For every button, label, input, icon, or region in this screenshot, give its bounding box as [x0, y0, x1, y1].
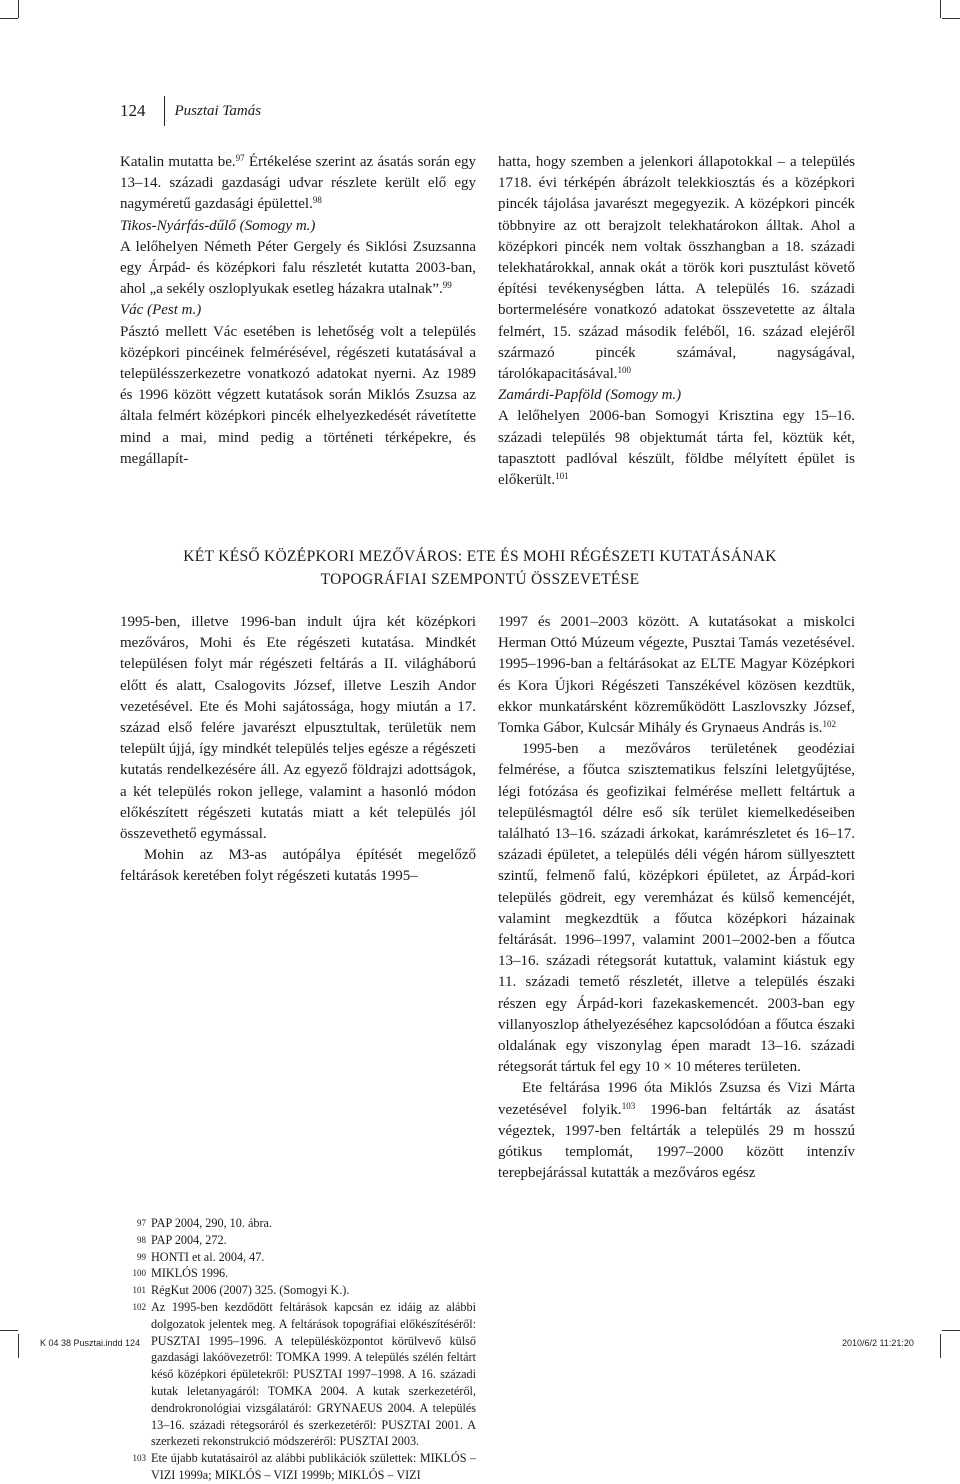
- left-column-top: [120, 152, 476, 470]
- footnote: [120, 1450, 476, 1484]
- crop-mark-bottom-right-h: [942, 1330, 960, 1331]
- paragraph: Mohin az M3-as autópálya építését megelőző feltárások keretében folyt régészeti kutatás 1995–: [120, 847, 476, 885]
- paragraph: [498, 612, 855, 739]
- footnote-number: 103: [132, 1453, 146, 1464]
- footnote-number: 100: [132, 1268, 146, 1279]
- print-footer-timestamp: 2010/6/2 11:21:20: [842, 1338, 914, 1348]
- crop-mark-bottom-left: [18, 1334, 19, 1358]
- crop-mark-top-right: [940, 0, 941, 18]
- paragraph: Pásztó mellett Vác esetében is lehetőség volt a település középkori pincéinek felmérésével, régészeti kutatásával a településszerkezetre vonatkozó adatokat nyerni. Az 1989 és 1996 között végzett kutatások során Miklós Zsuzsa az általa felmért középkori pincék elhelyezkedését rávetítette mind a mai, mind pedig a történeti térképekre, és megállapít-: [120, 323, 476, 467]
- crop-mark-top-left-h: [0, 18, 18, 19]
- right-column-bottom: [498, 612, 855, 1184]
- footnote-ref: 101: [555, 471, 569, 482]
- crop-mark-top-right-h: [942, 18, 960, 19]
- site-heading: Vác (Pest m.): [120, 302, 202, 319]
- footnotes: [120, 1215, 476, 1484]
- left-column-bottom: [120, 612, 476, 888]
- footnote-text: Az 1995-ben kezdődött feltárások kapcsán ez idáig az alábbi dolgozatok jelentek meg. A feltárások topográfiai előkészítéséről: PUSZTAI 1995–1996. A településközpontot körülvevő külső gazdasági lakóövezetről: TOMKA 1999. A település szélén feltárt késő középkori épületekről: PUSZTAI 1997–1998. A 16. századi kutak leletanyagáról: TOMKA 2004. A kutak szerkezetéről, dendrokronológiai vizsgálatáról: GRYNAEUS 2004. A település 13–16. századi rétegsoráról és szerkezetéről: PUSZTAI 2001. A szerkezeti rekonstrukció módszeréről: PUSZTAI 2003.: [151, 1299, 476, 1449]
- footnote-ref: 98: [312, 195, 322, 206]
- paragraph: 1995-ben, illetve 1996-ban indult újra két középkori mezőváros, Mohi és Ete régészeti kutatása. Mindkét településen folyt már régészeti feltárás a II. világháború előtt és alatt, Csalogovits József, illetve Leszih Andor vezetésével. Ete és Mohi sajátossága, hogy miután a 17. század első felére javarészt elpusztultak, területük nem települt újjá, így mindkét település teljes egésze a régészeti kutatás rendelkezésére áll. Az egyező földrajzi adottságok, a két település rokon jellege, valamint a hasonló módon előkészített régészeti kutatás miatt a két település jól összevethető egymással.: [120, 614, 476, 843]
- footnote-number: 101: [132, 1285, 146, 1296]
- paragraph: [498, 152, 855, 385]
- footnote-text: PAP 2004, 272.: [151, 1232, 227, 1247]
- site-heading: Tikos-Nyárfás-dűlő (Somogy m.): [120, 217, 316, 234]
- text: A lelőhelyen 2006-ban Somogyi Krisztina egy 15–16. századi település 98 objektumát tárta fel, köztük két, tapasztott padlóval készült, földbe mélyített épület is előkerült.: [498, 408, 855, 489]
- footnote: [120, 1249, 476, 1266]
- crop-mark-top-left: [18, 0, 19, 18]
- footnote-number: 98: [137, 1234, 146, 1245]
- section-title-line-1: KÉT KÉSŐ KÖZÉPKORI MEZŐVÁROS: ETE ÉS MOHI RÉGÉSZETI KUTATÁSÁNAK: [183, 548, 777, 565]
- footnote: [120, 1282, 476, 1299]
- crop-mark-bottom-right: [940, 1334, 941, 1358]
- paragraph: [498, 406, 855, 491]
- text: Értékelése szerint az ásatás során egy 13–14. századi gazdasági udvar részlete került elő egy nagyméretű gazdasági épülettel.: [120, 154, 476, 213]
- footnote-number: 97: [137, 1218, 146, 1228]
- paragraph: [120, 237, 476, 301]
- paragraph: 1995-ben a mezőváros területének geodéziai felmérése, a főutca szisztematikus felszíni leletgyűjtése, légi fotózása és geofizikai felmérése mellett feltártuk a településmagtól délre eső sík terület kiemelkedéseiben található 13–16. századi árkokat, karámrészletet és 16–17. századi épületet, a település déli végén három süllyesztett szintű, felmenő falú, középkori épületet, az Árpád-kori település gödreit, egy veremházat és külső kemencéjét, valamint megkezdtük a főutca középkori házainak feltárását. 1996–1997, valamint 2001–2002-ben a főutca 13–16. századi rétegsorát kutattuk, valamint kiástuk egy 11. századi temető részletét, illetve a település északi részen egy Árpád-kori fazekaskemencét. 2003-ban egy villanyoszlop áthelyezéséhez kapcsolódóan a főutca északi oldalának egy viszonylag épen maradt 13–16. századi rétegsorát tártuk fel egy 10 × 10 méteres területen.: [498, 741, 855, 1076]
- print-footer-file: K 04 38 Pusztai.indd 124: [40, 1338, 141, 1348]
- footnote-text: MIKLÓS 1996.: [151, 1266, 229, 1281]
- section-title-line-2: TOPOGRÁFIAI SZEMPONTÚ ÖSSZEVETÉSE: [320, 571, 640, 588]
- footnote-text: Ete újabb kutatásairól az alábbi publikációk születtek: MIKLÓS – VIZI 1999a; MIKLÓS – VIZI 1999b; MIKLÓS – VIZI: [151, 1451, 476, 1482]
- section-title: [115, 545, 845, 591]
- footnote-ref: 99: [442, 280, 452, 291]
- text: Katalin mutatta be.: [120, 154, 236, 170]
- crop-mark-bottom-left-h: [0, 1330, 18, 1331]
- footnote-ref: 103: [621, 1100, 636, 1111]
- footnote-number: 99: [137, 1251, 146, 1262]
- running-header: [120, 96, 261, 126]
- text: hatta, hogy szemben a jelenkori állapotokkal – a település 1718. évi térképén ábrázolt telekkiosztás és a középkori pincék tájolása javarészt megegyezik. A középkori pincék többnyire az ott berajzolt telekhatárokon álltak. Ahol a középkori pincék nem voltak összhangban a 18. századi telekhatárokkal, annak okát a török kori pusztulást követő építési tevékenységben látta. A település 16. századi bortermelésére vonatkozó adatokat összevetette az általa felmért, 15. század második feléből, 16. század elejéről származó pincék számával, nagyságával, tárolókapacitásával.: [498, 154, 855, 383]
- footnote-text: RégKut 2006 (2007) 325. (Somogyi K.).: [151, 1283, 350, 1298]
- footnote-ref: 100: [617, 365, 632, 376]
- text: 1996-ban feltárták az ásatást végeztek, 1997-ben feltárták a település 29 m hosszú gótikus templomát, 1997–2000 között intenzív terepbejárással kutatták a mezőváros egész: [498, 1101, 856, 1182]
- site-heading: Zamárdi-Papföld (Somogy m.): [498, 387, 682, 404]
- footnote: [120, 1265, 476, 1282]
- footnote-text: PAP 2004, 290, 10. ábra.: [151, 1216, 272, 1230]
- footnote-ref: 97: [235, 153, 245, 163]
- running-author: Pusztai Tamás: [174, 102, 262, 119]
- text: Ete feltárása 1996 óta Miklós Zsuzsa és Vizi Márta vezetésével folyik.: [498, 1080, 855, 1118]
- footnote-number: 102: [132, 1301, 146, 1312]
- footnote: [120, 1299, 476, 1450]
- paragraph: [120, 152, 476, 216]
- footnote: [120, 1215, 476, 1232]
- footnote-ref: 102: [822, 719, 837, 730]
- paragraph: [498, 1078, 855, 1184]
- footnote: [120, 1232, 476, 1249]
- page-number: 124: [120, 101, 146, 120]
- text: A lelőhelyen Németh Péter Gergely és Siklósi Zsuzsanna egy Árpád- és középkori falu részletét kutatta 2003-ban, ahol „a sekély oszloplyukak esetleg házakra utalnak”.: [120, 238, 476, 298]
- text: 1997 és 2001–2003 között. A kutatásokat a miskolci Herman Ottó Múzeum végezte, Pusztai Tamás vezetésével. 1995–1996-ban a feltárásokat az ELTE Magyar Középkori és Kora Újkori Régészeti Tanszékével közösen kezdtük, ekkor munkatársként közreműködött Laszlovszky József, Tomka Gábor, Kulcsár Mihály és Grynaeus András is.: [498, 614, 855, 737]
- footnote-text: HONTI et al. 2004, 47.: [151, 1249, 265, 1264]
- right-column-top: [498, 152, 855, 491]
